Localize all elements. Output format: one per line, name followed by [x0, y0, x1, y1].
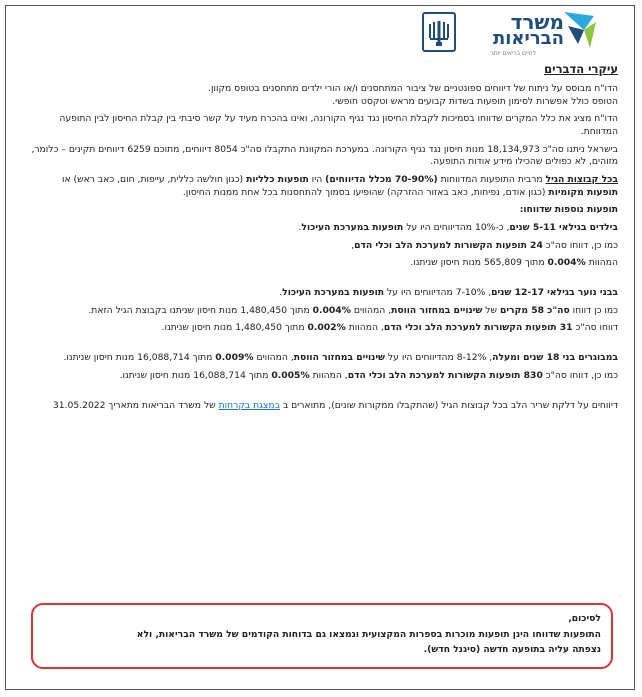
children-5-11-rate-post: מתוך 565,809 מנות חיסון שניתנו. [410, 257, 548, 269]
children-5-11-cardio: 24 תופעות הקשורות למערכת הלב וכלי הדם [354, 239, 543, 251]
adults-18-cardio-rate: 0.005% [271, 369, 310, 381]
all-ages-text-c: היו [308, 173, 326, 185]
ministry-name-line2: הבריאות [492, 28, 564, 49]
summary-box [31, 603, 613, 669]
children-5-11-rate-pre: המהוות [585, 257, 618, 269]
all-ages-text-e: (כגון אודם, נפיחות, כאב באזור ההזרקה) שהופיעו בסמוך להתחסנות בכל אחת ממנות החיסון. [182, 186, 549, 198]
teens-12-17-cardio: 31 תופעות הקשורות למערכת הלב וכלי הדם [383, 322, 573, 334]
myocarditis-paragraph [30, 400, 618, 413]
adults-18-menstrual-rate: 0.009% [215, 352, 254, 364]
all-ages-text-a: מרבית התופעות המדווחות [437, 173, 546, 185]
teens-12-17-rate-post: מתוך 1,480,450 מנות חיסון שניתנו בקבוצת הגיל הזאת. [88, 304, 313, 316]
teens-12-17-cardio-pre: דווחו סה"כ [572, 322, 618, 334]
teens-12-17-rate-pre: , המהווים [350, 304, 392, 316]
children-5-11-title: בילדים בגילאי 5-11 שנים [509, 222, 618, 234]
adults-18-cardio-pre: כמו כן, דווחו סה"כ [542, 369, 618, 381]
local-effects-label: תופעות מקומיות [548, 186, 618, 198]
teens-12-17-digestive: תופעות במערכת העיכול [282, 287, 385, 299]
all-ages-label: בכל קבוצות הגיל [545, 173, 618, 185]
teens-12-17-title: בבני נוער בגילאי 12-17 שנים [491, 287, 618, 299]
teens-12-17-cardio-post: מתוך 1,480,450 מנות חיסון שניתנו. [161, 322, 308, 334]
teens-12-17-line3 [30, 322, 618, 335]
teens-12-17-text: , 7-10% מהדיווחים היו על [384, 287, 492, 299]
paragraph-all-ages [30, 174, 618, 199]
summary-line1: התופעות שדווחו הינן תופעות מוכרות בספרות המקצועית ונמצאו גם בדוחות הקודמים של משרד הבריאות, ולא [136, 628, 601, 640]
children-5-11-line2 [30, 240, 618, 253]
teens-12-17-menstrual: שינויים במחזור הווסת [391, 304, 483, 316]
teens-12-17-cases: סה"כ 58 מקרים [499, 304, 570, 316]
children-5-11-end: . [298, 222, 302, 234]
teens-12-17-end: . [279, 287, 283, 299]
all-ages-text-d: (כגון חולשה כללית, עייפות, חום, כאב ראש) או [61, 173, 247, 185]
paragraph-intro [30, 83, 618, 108]
teens-12-17-cardio-mid: , המהוות [345, 322, 384, 334]
paragraph-form-text: הטופס כולל אפשרות לסימון תופעות בשדות קבועים מראש וטקסט חופשי. [332, 95, 618, 107]
ministry-tagline: לחיים בריאים יותר [490, 50, 536, 57]
adults-18-text: , 8-12% מהדיווחים היו על [385, 352, 493, 364]
ministry-name-line1: משרד [510, 10, 564, 34]
paragraph-causality: הדו"ח מציג את כלל המקרים שדווחו בסמיכות לקבלת החיסון נגד נגיף הקורונה, ואינו בהכרח מעיד על קשר סיבתי בין קבלת החיסון לבין התופעה המדווחת. [59, 113, 618, 137]
state-emblem-icon [422, 12, 456, 52]
adults-18-rate-post: מתוך 16,088,714 מנות חיסון שניתנו. [63, 352, 216, 364]
presentation-link[interactable]: במצגת בקרחות [218, 399, 280, 411]
teens-12-17-cases-pre: כמו כן דווחו [569, 304, 618, 316]
summary-line2: נצפתה עליה בתופעה חדשה (סיגנל חדש). [423, 644, 601, 656]
ministry-bird-logo-icon [560, 8, 598, 54]
children-5-11-cardio-pre: כמו כן, דווחו סה"כ [542, 239, 618, 251]
all-ages-percent: (70-90% מכלל הדיווחים) [325, 173, 438, 185]
adults-18-rate-pre: , המהווים [253, 352, 294, 364]
myocarditis-text-b: של משרד הבריאות מתאריך 31.05.2022 [52, 399, 219, 411]
adults-18-cardio: 830 תופעות הקשורות למערכת הלב וכלי הדם [347, 369, 543, 381]
document-body [30, 62, 618, 417]
adults-18-title: במבוגרים בני 18 שנים ומעלה [492, 352, 618, 364]
summary-title: לסיכום, [568, 613, 601, 624]
children-5-11-text: , כ-10% מהדיווחים היו על [403, 222, 510, 234]
children-5-11-cardio-post: , [351, 239, 355, 251]
teens-12-17-menstrual-rate: 0.004% [312, 304, 351, 316]
teens-12-17-line1 [30, 287, 618, 300]
general-effects-label: תופעות כלליות [246, 173, 309, 185]
teens-12-17-line2 [30, 305, 618, 318]
paragraph-totals: בישראל ניתנו סה"כ 18,134,973 מנות חיסון נגד נגיף הקורונה. במערכת המקוונת התקבלו סה"כ 8054 דיווחים, מתוכם 6259 דיווחים תקינים – כלומר, מזוהים, לא כפולים שהכילו מידע אודות התופעה. [31, 143, 618, 168]
additional-effects-heading: תופעות נוספות שדווחו: [519, 204, 618, 216]
children-5-11-line3 [30, 257, 618, 270]
children-5-11-rate: 0.004% [547, 257, 586, 269]
adults-18-cardio-post: מתוך 16,088,714 מנות חיסון שניתנו. [119, 369, 272, 381]
paragraph-intro-text: הדו"ח מבוסס על ניתוח של דיווחים ספונטניים של ציבור המתחסנים ו/או הורי ילדים מתחסנים בטופס מקוון. [208, 82, 618, 94]
adults-18-menstrual: שינויים במחזור הווסת [293, 352, 386, 364]
teens-12-17-of: של [482, 304, 500, 316]
adults-18-cardio-mid: , המהוות [309, 369, 348, 381]
myocarditis-text-a: דיווחים על דלקת שריר הלב בכל קבוצות הגיל (שהתקבלו ממקורות שונים), מתוארים ב [279, 399, 618, 411]
teens-12-17-cardio-rate: 0.002% [307, 322, 346, 334]
children-5-11-digestive: תופעות במערכת העיכול [301, 222, 404, 234]
children-5-11-line1 [30, 222, 618, 235]
section-heading: עיקרי הדברים [544, 62, 618, 76]
adults-18-line2 [30, 370, 618, 383]
adults-18-line1 [30, 352, 618, 365]
